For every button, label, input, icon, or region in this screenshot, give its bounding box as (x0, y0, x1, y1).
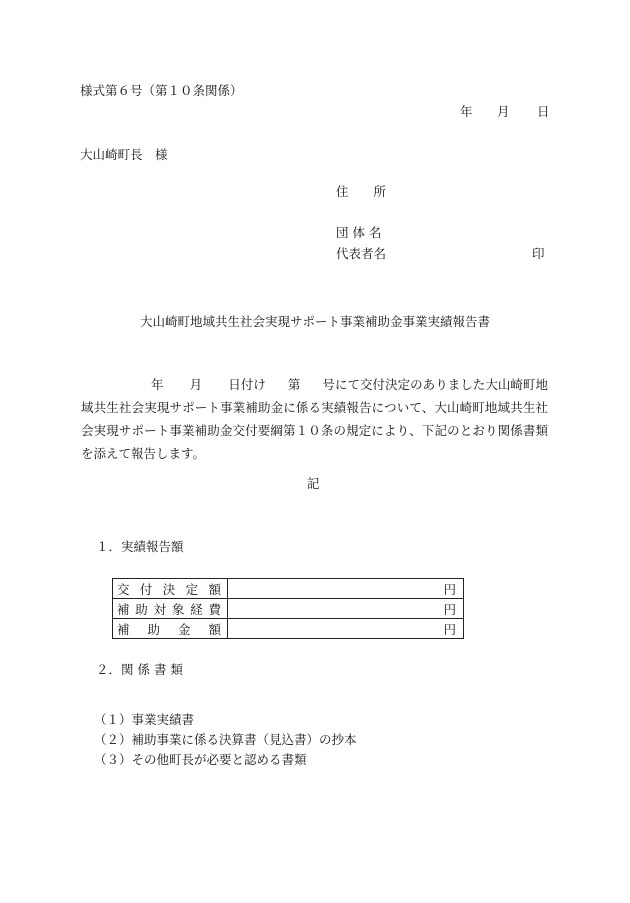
table-row (113, 579, 464, 599)
label-char: 決 (162, 581, 176, 597)
form-number: 様式第６号（第１０条関係） (80, 83, 243, 98)
body-year: 年 (151, 377, 164, 392)
table-row (113, 599, 464, 619)
body-paragraph (81, 373, 548, 465)
section2-heading: ２．関 係 書 類 (96, 662, 183, 677)
date-year-label: 年 (460, 104, 473, 119)
label-char: 助 (147, 621, 160, 637)
label-char: 補 (117, 601, 130, 617)
label-char: 費 (208, 601, 221, 617)
amount-cell (228, 619, 464, 639)
yen-unit: 円 (443, 581, 456, 597)
row-label (113, 599, 228, 619)
label-char: 定 (185, 581, 199, 597)
body-text: 号にて交付決定のありました大山崎町地域共生社会実現サポート事業補助金に係る実績報告について、大山崎町地域共生社会実現サポート事業補助金交付要綱第１０条の規定により、下記のとおり関係書類を添えて報告します。 (81, 377, 548, 461)
body-number-prefix: 第 (287, 377, 301, 392)
yen-unit: 円 (443, 601, 456, 617)
seal-mark: 印 (532, 246, 545, 261)
document-list (94, 710, 357, 770)
label-char: 対 (153, 601, 167, 617)
row-label (113, 619, 228, 639)
body-month: 月 (189, 377, 203, 392)
label-char: 額 (208, 581, 221, 597)
label-char: 金 (177, 621, 191, 637)
ki-heading: 記 (307, 476, 320, 491)
table-row (113, 619, 464, 639)
list-item: （１）事業実績書 (94, 712, 195, 727)
label-char: 補 (117, 621, 130, 637)
date-month-label: 月 (497, 104, 510, 119)
list-item: （２）補助事業に係る決算書（見込書）の抄本 (94, 732, 357, 747)
section1-heading: １．実績報告額 (96, 539, 184, 554)
label-char: 付 (139, 581, 153, 597)
label-char: 額 (208, 621, 221, 637)
amount-cell (228, 579, 464, 599)
representative-label: 代表者名 (336, 246, 387, 261)
row-label (113, 579, 228, 599)
organization-label: 団 体 名 (336, 225, 382, 240)
label-char: 象 (171, 601, 185, 617)
body-day: 日付け (228, 377, 266, 392)
amount-cell (228, 599, 464, 619)
label-char: 助 (135, 601, 148, 617)
addressee: 大山崎町長 様 (80, 147, 168, 162)
label-char: 交 (117, 581, 130, 597)
amount-table (112, 578, 464, 639)
address-label: 住 所 (336, 184, 387, 199)
date-day-label: 日 (537, 104, 550, 119)
yen-unit: 円 (443, 621, 456, 637)
document-title: 大山崎町地域共生社会実現サポート事業補助金事業実績報告書 (139, 314, 490, 329)
label-char: 経 (190, 601, 203, 617)
list-item: （３）その他町長が必要と認める書類 (94, 752, 307, 767)
